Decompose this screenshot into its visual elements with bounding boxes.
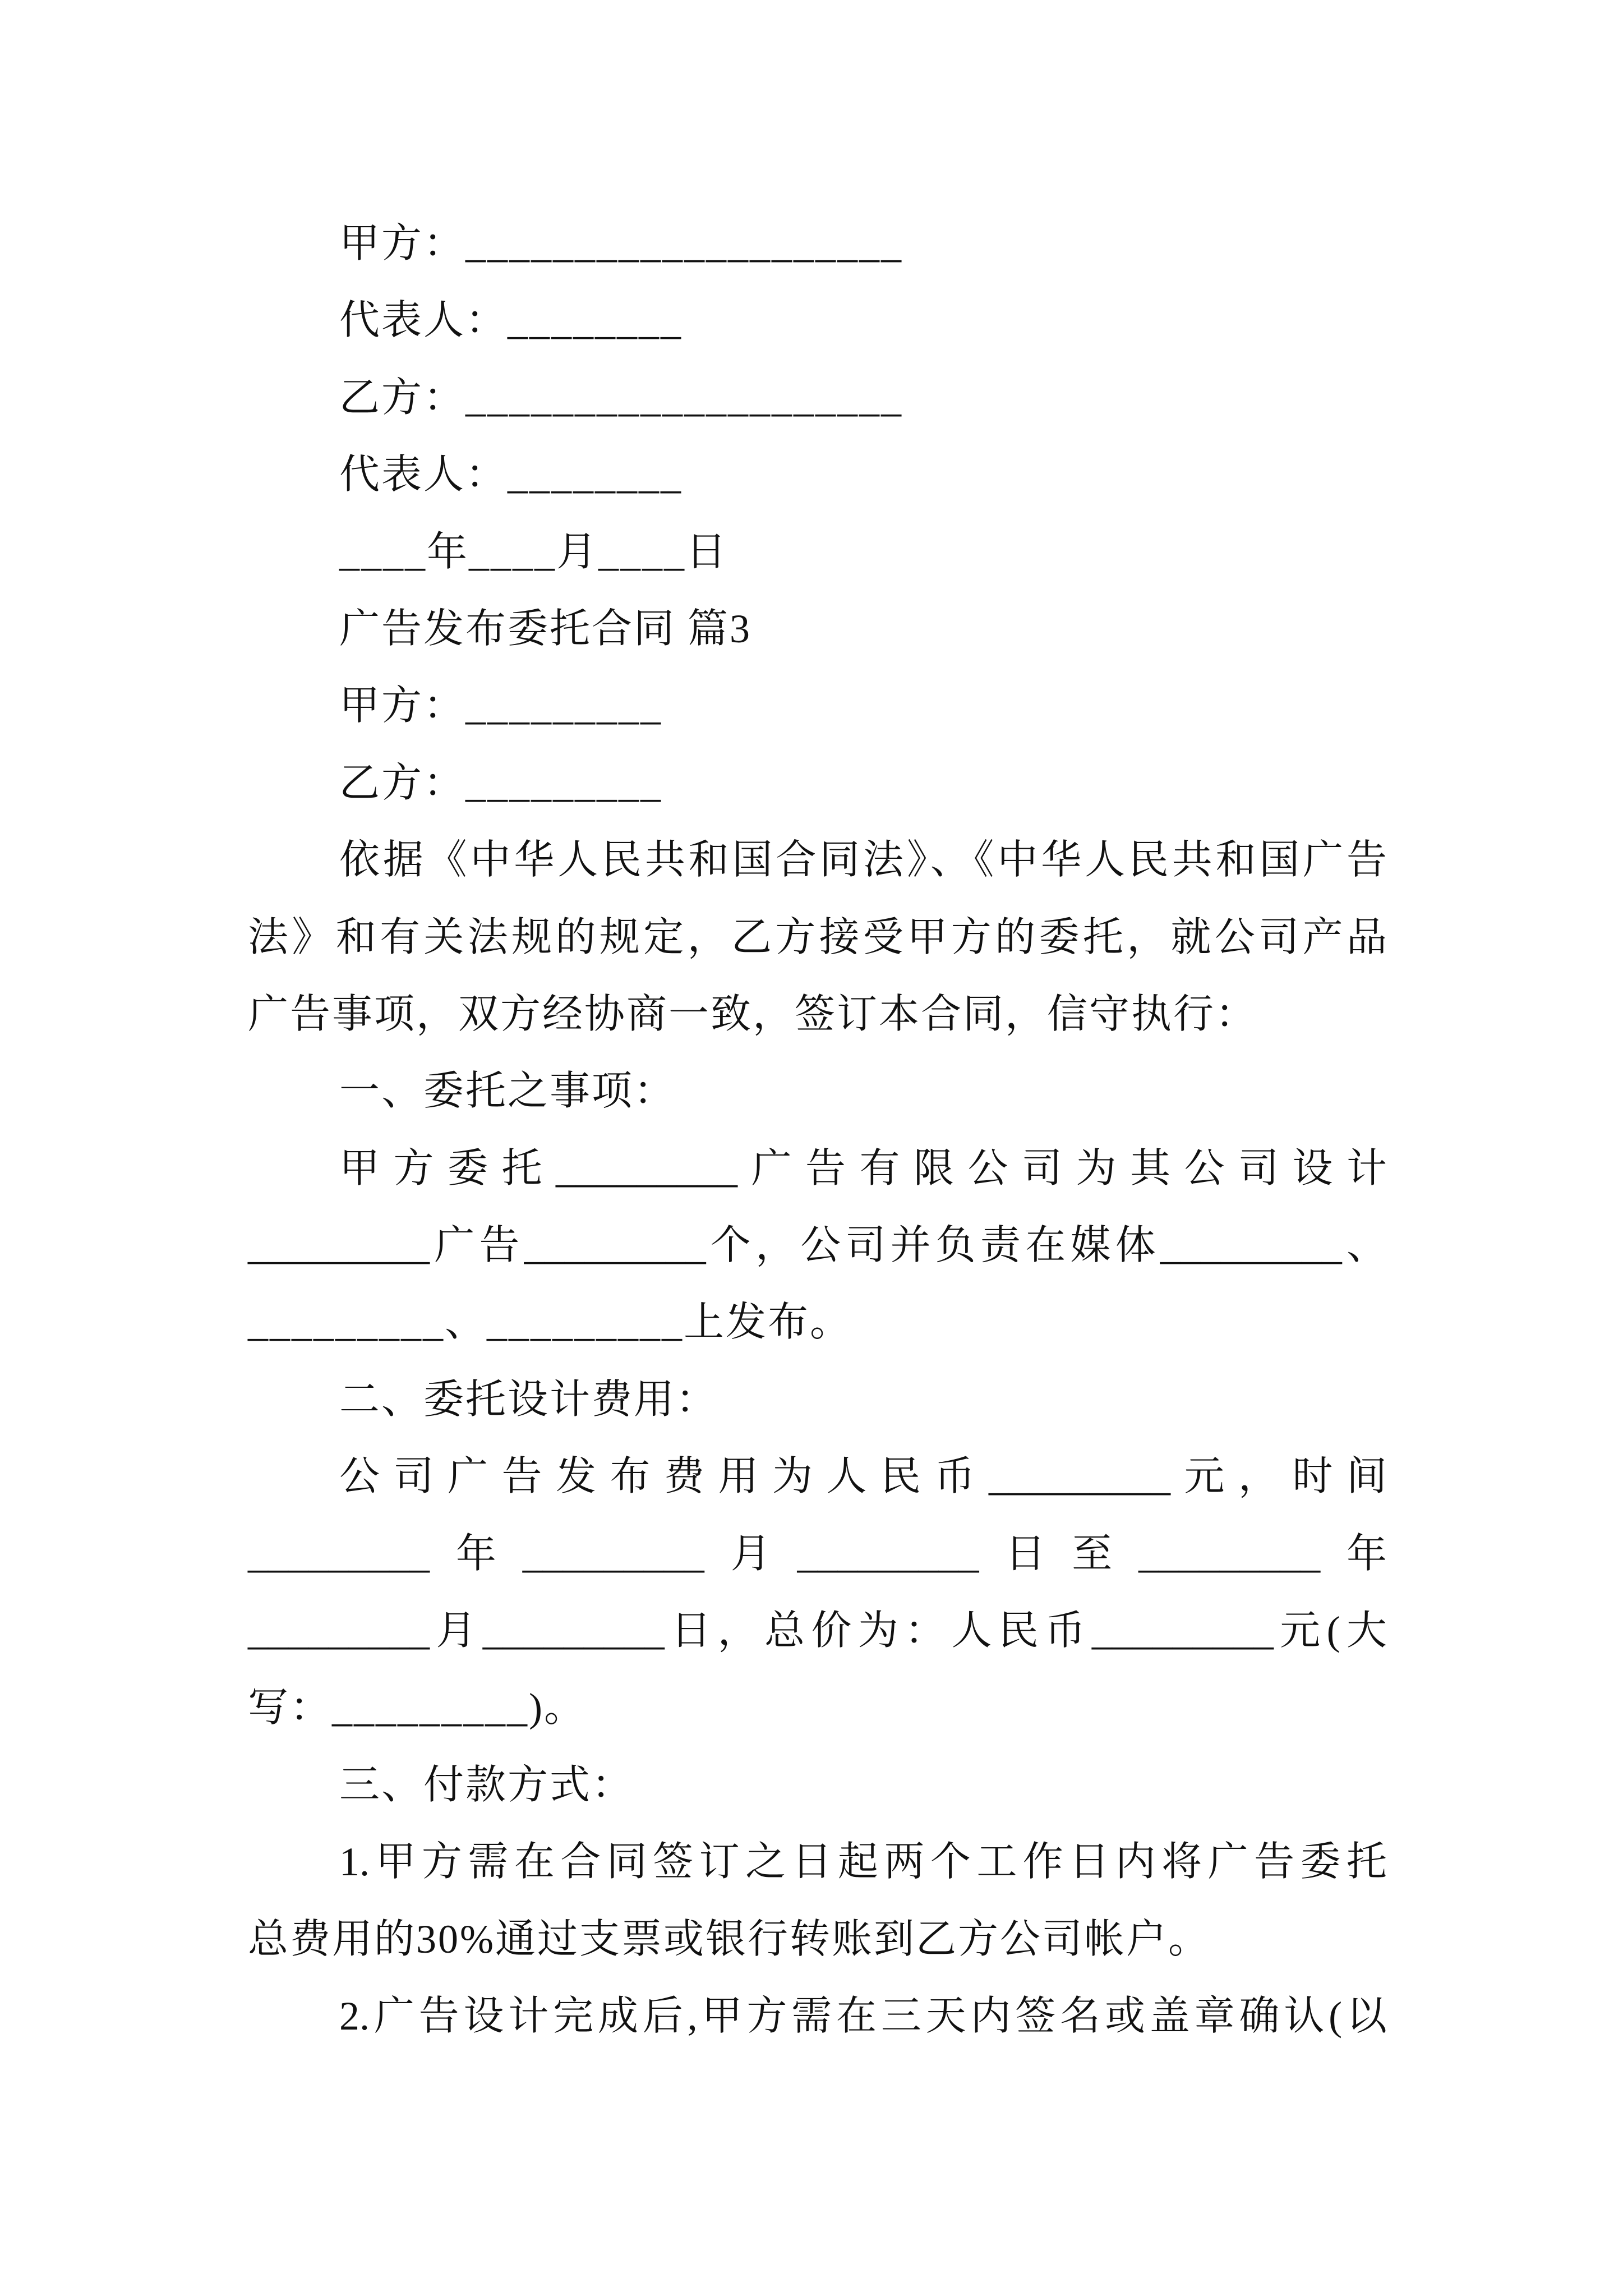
clause-1-line: _________广告_________个，公司并负责在媒体_________、 (248, 1223, 1387, 1268)
party-b-line: 乙方：_________ (339, 760, 663, 806)
preamble-line: 依据《中华人民共和国合同法》、《中华人民共和国广告 (339, 838, 1387, 883)
previous-contract-signature-block (248, 205, 1387, 591)
clause-2-section (248, 1361, 1387, 1747)
preamble-paragraph (248, 822, 1387, 1053)
clause-2-heading: 二、委托设计费用： (339, 1377, 718, 1422)
signature-party-a: 甲方：____________________ (339, 221, 903, 266)
signature-date: ____年____月____日 (339, 529, 728, 574)
contract-title: 广告发布委托合同 篇3 (339, 606, 752, 651)
signature-party-b-representative: 代表人：________ (339, 452, 683, 498)
clause-3-heading: 三、付款方式： (339, 1762, 634, 1807)
clause-2-line: 公司广告发布费用为人民币_________元，时间 (339, 1454, 1387, 1499)
clause-2-line: _________月_________日，总价为：人民币_________元(大 (248, 1608, 1387, 1654)
document-page (248, 205, 1387, 2055)
clause-3-section (248, 1747, 1387, 2055)
clause-3-item-2-line: 2.广告设计完成后,甲方需在三天内签名或盖章确认(以 (339, 1993, 1387, 2039)
clause-3-item-1-line: 1.甲方需在合同签订之日起两个工作日内将广告委托 (339, 1839, 1387, 1885)
contract-parties (248, 668, 1387, 822)
party-a-line: 甲方：_________ (339, 683, 663, 729)
signature-party-a-representative: 代表人：________ (339, 298, 683, 343)
clause-1-line: _________、_________上发布。 (248, 1300, 852, 1345)
clause-1-heading: 一、委托之事项： (339, 1069, 676, 1114)
clause-3-item-1-line: 总费用的30%通过支票或银行转账到乙方公司帐户。 (248, 1916, 1210, 1962)
clause-2-line: 写：_________)。 (248, 1685, 586, 1731)
preamble-line: 广告事项，双方经协商一致，签订本合同，信守执行： (248, 991, 1258, 1037)
clause-1-line: 甲方委托_________广告有限公司为其公司设计 (339, 1145, 1387, 1191)
preamble-line: 法》和有关法规的规定，乙方接受甲方的委托，就公司产品 (248, 914, 1387, 960)
signature-party-b: 乙方：____________________ (339, 375, 903, 420)
clause-2-line: _________年_________月_________日至_________年 (248, 1531, 1387, 1576)
clause-1-section (248, 1053, 1387, 1361)
